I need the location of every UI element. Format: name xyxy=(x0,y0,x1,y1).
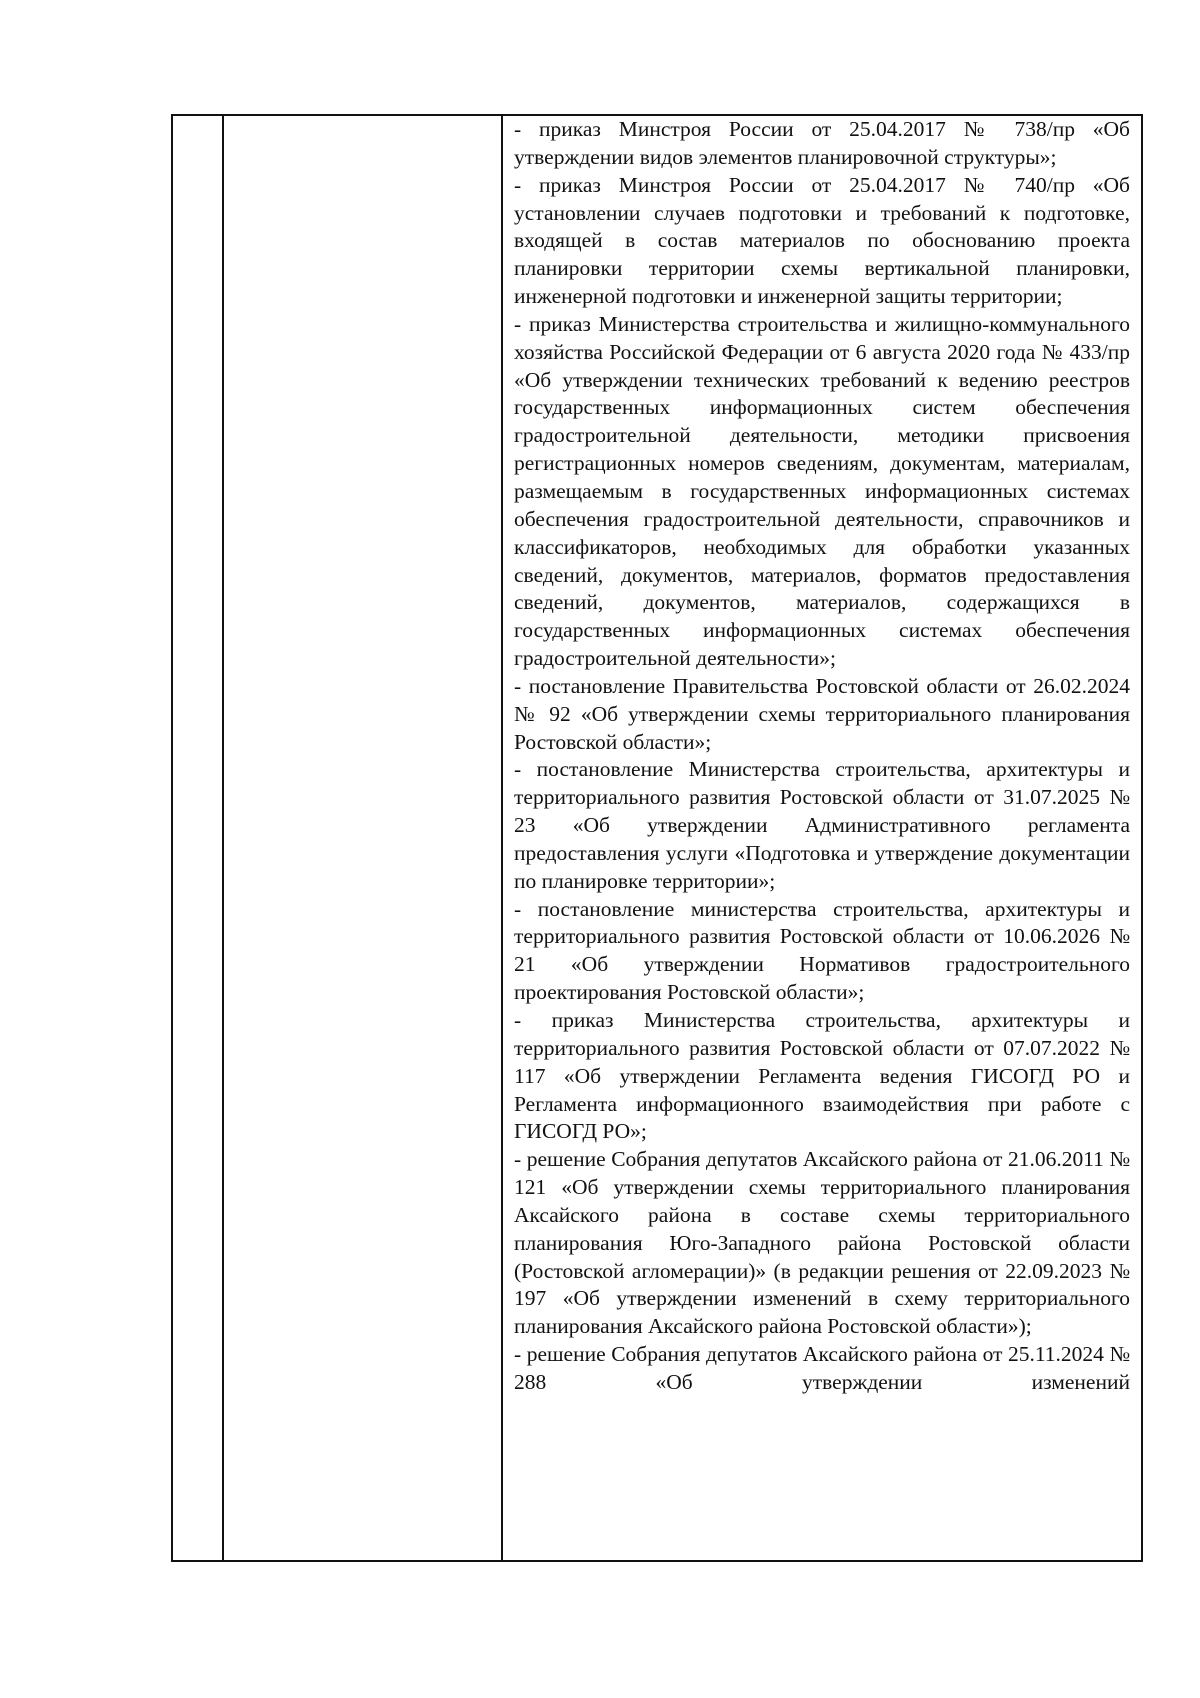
paragraph: - постановление министерства строительства, архитектуры и территориального развития Ростовской области от 10.06.2026 № 21 «Об утверждении Нормативов градостроительного проектирования Ростовской области»; xyxy=(514,896,1130,1005)
paragraph: - приказ Минстроя России от 25.04.2017 № 740/пр «Об установлении случаев подготовки и требований к подготовке, входящей в состав материалов по обоснованию проекта планировки территории схемы вертикальной планировки, инженерной подготовки и инженерной защиты территории; xyxy=(514,172,1130,309)
paragraph: - приказ Министерства строительства и жилищно-коммунального хозяйства Российской Федерации от 6 августа 2020 года № 433/пр «Об утверждении технических требований к ведению реестров государственных информационных систем обеспечения градостроительной деятельности, методики присвоения регистрационных номеров сведениям, документам, материалам, размещаемым в государственных информационных системах обеспечения градостроительной деятельности, справочников и классификаторов, необходимых для обработки указанных сведений, документов, материалов, форматов предоставления сведений, документов, материалов, содержащихся в государственных информационных системах обеспечения градостроительной деятельности»; xyxy=(514,311,1130,671)
paragraph: - решение Собрания депутатов Аксайского района от 25.11.2024 № 288 «Об утверждении изменений xyxy=(514,1342,1130,1394)
column-divider xyxy=(501,116,503,1560)
paragraph: - приказ Минстроя России от 25.04.2017 № 738/пр «Об утверждении видов элементов планировочной структуры»; xyxy=(514,117,1130,169)
paragraph: - решение Собрания депутатов Аксайского района от 21.06.2011 № 121 «Об утверждении схемы территориального планирования Аксайского района в составе схемы территориального планирования Юго-Западного района Ростовской области (Ростовской агломерации)» (в редакции решения от 22.09.2023 № 197 «Об утверждении изменений в схему территориального планирования Аксайского района Ростовской области»); xyxy=(514,1147,1130,1339)
paragraph: - постановление Министерства строительства, архитектуры и территориального развития Ростовской области от 31.07.2025 № 23 «Об утверждении Административного регламента предоставления услуги «Подготовка и утверждение документации по планировке территории»; xyxy=(514,757,1130,893)
column-divider xyxy=(222,116,224,1560)
legal-acts-cell xyxy=(514,116,1130,1397)
paragraph: - постановление Правительства Ростовской области от 26.02.2024 № 92 «Об утверждении схемы территориального планирования Ростовской области»; xyxy=(514,673,1130,754)
paragraph: - приказ Министерства строительства, архитектуры и территориального развития Ростовской области от 07.07.2022 № 117 «Об утверждении Регламента ведения ГИСОГД РО и Регламента информационного взаимодействия при работе с ГИСОГД РО»; xyxy=(514,1008,1130,1144)
table-frame xyxy=(171,114,1143,1562)
